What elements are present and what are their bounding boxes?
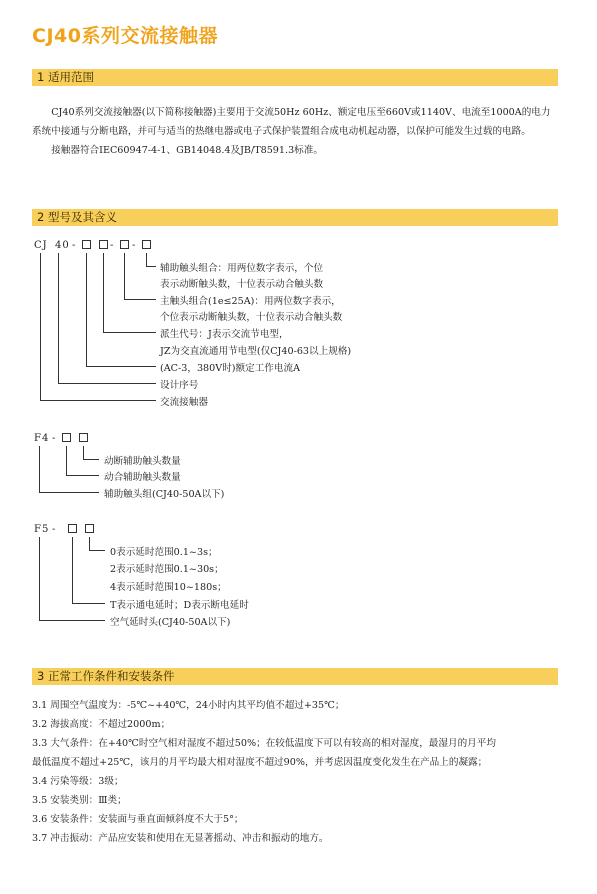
code-box xyxy=(78,433,89,445)
code-dash: - xyxy=(52,524,57,535)
code-cj: CJ xyxy=(34,240,48,251)
label-derived-code-2: JZ为交直流通用节电型(仅CJ40-63以上规格) xyxy=(160,346,352,357)
scope-paragraph-1: CJ40系列交流接触器(以下简称接触器)主要用于交流50Hz 60Hz、额定电压至660V或1140V、电流至1000A的电力系统中接通与分断电路，并可与适当的热继电器或电子式保护装置组合成电动机起动器，以保护可能发生过载的电路。 xyxy=(32,107,551,137)
code-40: 40 xyxy=(55,240,70,251)
scope-text xyxy=(32,103,560,160)
label-ac-contactor: 交流接触器 xyxy=(160,397,208,408)
list-item: 3.3 大气条件：在+40℃时空气相对湿度不超过50%；在较低温度下可以有较高的相对湿度，最湿月的月平均 xyxy=(32,738,496,749)
label-delay-range-0: 0表示延时范围0.1~3s； xyxy=(110,547,218,558)
list-item: 3.4 污染等级：3级； xyxy=(32,776,124,787)
conditions-list xyxy=(32,696,562,848)
label-nc-aux-count: 动断辅助触头数量 xyxy=(104,456,181,467)
code-box xyxy=(61,433,72,445)
code-box xyxy=(67,524,78,536)
section-heading-model: 2 型号及其含义 xyxy=(32,209,558,226)
label-main-contact: 主触头组合(1e≤25A)：用两位数字表示， xyxy=(160,296,341,307)
code-box xyxy=(81,240,92,252)
code-box xyxy=(98,240,109,252)
section-heading-conditions: 3 正常工作条件和安装条件 xyxy=(32,668,558,685)
code-dash: - xyxy=(110,240,115,251)
list-item: 最低温度不超过+25℃，该月的月平均最大相对湿度不超过90%，并考虑因温度变化发生在产品上的凝露； xyxy=(32,757,488,768)
label-aux-contact-2: 表示动断触头数，十位表示动合触头数 xyxy=(160,279,324,290)
list-item: 3.6 安装条件：安装面与垂直面倾斜度不大于5°； xyxy=(32,814,244,825)
label-air-delay-head: 空气延时头(CJ40-50A以下) xyxy=(110,617,231,628)
code-f4: F4 xyxy=(34,433,50,444)
label-delay-range-4: 4表示延时范围10~180s； xyxy=(110,582,227,593)
code-dash: - xyxy=(72,240,77,251)
code-f5: F5 xyxy=(34,524,50,535)
code-box xyxy=(141,240,152,252)
page-title: CJ40系列交流接触器 xyxy=(32,25,218,47)
code-dash: - xyxy=(132,240,137,251)
code-box xyxy=(119,240,130,252)
scope-paragraph-2: 接触器符合IEC60947-4-1、GB14048.4及JB/T8591.3标准。 xyxy=(51,145,323,156)
label-delay-type: T表示通电延时；D表示断电延时 xyxy=(110,600,249,611)
label-delay-range-2: 2表示延时范围0.1~30s； xyxy=(110,564,224,575)
list-item: 3.1 周围空气温度为：-5℃~+40℃，24小时内其平均值不超过+35℃； xyxy=(32,700,345,711)
label-no-aux-count: 动合辅助触头数量 xyxy=(104,472,181,483)
label-aux-group: 辅助触头组(CJ40-50A以下) xyxy=(104,489,225,500)
list-item: 3.2 海拔高度：不超过2000m； xyxy=(32,719,171,730)
code-dash: - xyxy=(52,433,57,444)
list-item: 3.7 冲击振动：产品应安装和使用在无显著摇动、冲击和振动的地方。 xyxy=(32,833,329,844)
label-main-contact-2: 个位表示动断触头数，十位表示动合触头数 xyxy=(160,312,343,323)
label-aux-contact: 辅助触头组合：用两位数字表示，个位 xyxy=(160,263,324,274)
section-heading-scope: 1 适用范围 xyxy=(32,69,558,86)
code-box xyxy=(84,524,95,536)
label-design-number: 设计序号 xyxy=(160,380,199,391)
label-derived-code: 派生代号：J表示交流节电型， xyxy=(160,329,289,340)
list-item: 3.5 安装类别：Ⅲ类； xyxy=(32,795,127,806)
label-rated-current: (AC-3，380V时)额定工作电流A xyxy=(160,363,301,374)
